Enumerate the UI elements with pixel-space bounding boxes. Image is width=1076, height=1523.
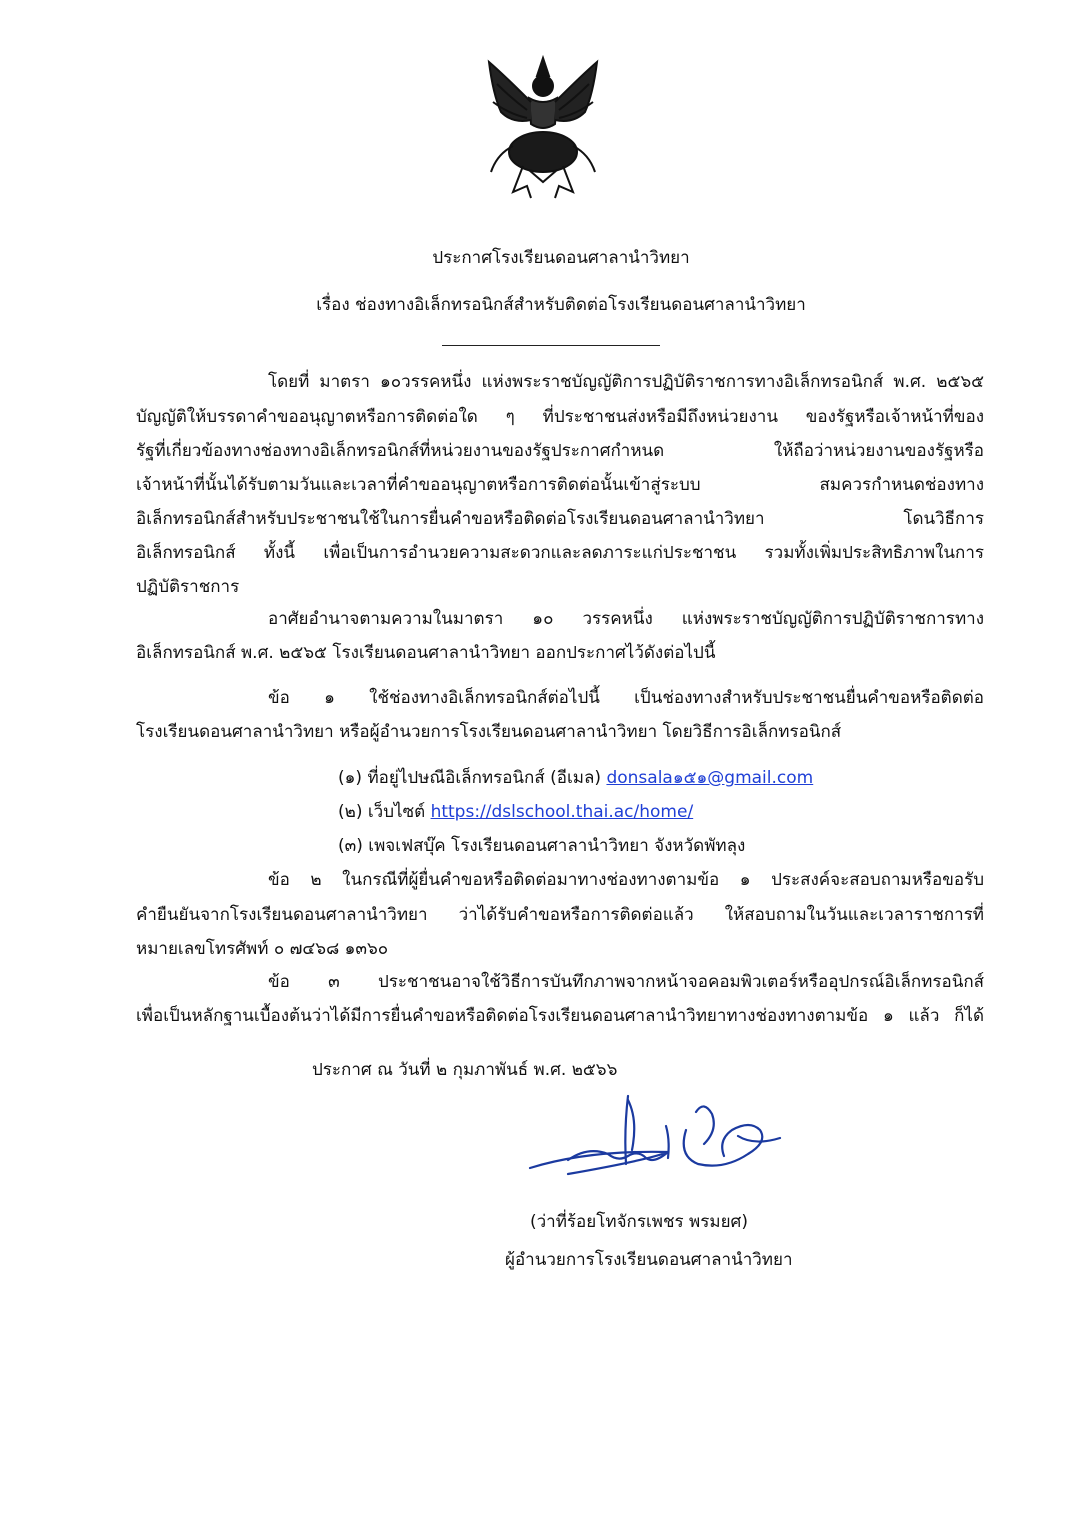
paragraph-line: เพื่อเป็นหลักฐานเบื้องต้นว่าได้มีการยื่นคำขอหรือติดต่อโรงเรียนดอนศาลานำวิทยาทางช่องทางตามข้อ ๑ แล้ว ก็ได้ — [136, 1006, 984, 1026]
channel-email-label: (๑) ที่อยู่ไปษณีอิเล็กทรอนิกส์ (อีเมล) — [338, 768, 607, 788]
channel-website-label: (๒) เว็บไซต์ — [338, 802, 431, 822]
paragraph-line: อิเล็กทรอนิกส์ ทั้งนี้ เพื่อเป็นการอำนวยความสะดวกและลดภาระแก่ประชาชน รวมทั้งเพิ่มประสิทธิภาพในการ — [136, 543, 984, 563]
website-link[interactable]: https://dslschool.thai.ac/home/ — [430, 802, 694, 822]
email-link[interactable]: donsala๑๕๑@gmail.com — [606, 768, 814, 788]
paragraph-line: ข้อ ๑ ใช้ช่องทางอิเล็กทรอนิกส์ต่อไปนี้ เป็นช่องทางสำหรับประชาชนยื่นคำขอหรือติดต่อ — [268, 688, 984, 708]
channel-website — [338, 800, 693, 824]
paragraph-line: คำยืนยันจากโรงเรียนดอนศาลานำวิทยา ว่าได้รับคำขอหรือการติดต่อแล้ว ให้สอบถามในวันและเวลาราชการที่ — [136, 905, 984, 925]
signer-name: (ว่าที่ร้อยโทจักรเพชร พรมยศ) — [530, 1212, 748, 1232]
announcement-date: ประกาศ ณ วันที่ ๒ กุมภาพันธ์ พ.ศ. ๒๕๖๖ — [312, 1060, 618, 1080]
paragraph-line: เจ้าหน้าที่นั้นได้รับตามวันและเวลาที่คำขออนุญาตหรือการติดต่อนั้นเข้าสู่ระบบ สมควรกำหนดช่องทาง — [136, 475, 984, 495]
signer-position: ผู้อำนวยการโรงเรียนดอนศาลานำวิทยา — [505, 1250, 793, 1270]
paragraph-line: ข้อ ๓ ประชาชนอาจใช้วิธีการบันทึกภาพจากหน้าจอคอมพิวเตอร์หรืออุปกรณ์อิเล็กทรอนิกส์ — [268, 972, 984, 992]
channel-email — [338, 766, 813, 790]
title-divider — [442, 345, 660, 346]
paragraph-line: อาศัยอำนาจตามความในมาตรา ๑๐ วรรคหนึ่ง แห่งพระราชบัญญัติการปฏิบัติราชการทาง — [268, 609, 984, 629]
channel-facebook: (๓) เพจเฟสบุ๊ค โรงเรียนดอนศาลานำวิทยา จังหวัดพัทลุง — [338, 836, 746, 856]
paragraph-line: ปฏิบัติราชการ — [136, 577, 240, 597]
announcement-title: ประกาศโรงเรียนดอนศาลานำวิทยา — [432, 248, 690, 268]
paragraph-line: โรงเรียนดอนศาลานำวิทยา หรือผู้อำนวยการโรงเรียนดอนศาลานำวิทยา โดยวิธีการอิเล็กทรอนิกส์ — [136, 722, 842, 742]
paragraph-line: บัญญัติให้บรรดาคำขออนุญาตหรือการติดต่อใด ๆ ที่ประชาชนส่งหรือมีถึงหน่วยงาน ของรัฐหรือเจ้าหน้าที่ของ — [136, 407, 984, 427]
paragraph-line: หมายเลขโทรศัพท์ ๐ ๗๔๖๘ ๑๓๖๐ — [136, 939, 389, 959]
garuda-emblem-icon — [483, 54, 603, 202]
paragraph-line: รัฐที่เกี่ยวข้องทางช่องทางอิเล็กทรอนิกส์ที่หน่วยงานของรัฐประกาศกำหนด ให้ถือว่าหน่วยงานของรัฐหรือ — [136, 441, 984, 461]
paragraph-line: อิเล็กทรอนิกส์ พ.ศ. ๒๕๖๕ โรงเรียนดอนศาลานำวิทยา ออกประกาศไว้ดังต่อไปนี้ — [136, 643, 716, 663]
paragraph-line: อิเล็กทรอนิกส์สำหรับประชาชนใช้ในการยื่นคำขอหรือติดต่อโรงเรียนดอนศาลานำวิทยา โดนวิธีการ — [136, 509, 984, 529]
paragraph-line: ข้อ ๒ ในกรณีที่ผู้ยื่นคำขอหรือติดต่อมาทางช่องทางตามข้อ ๑ ประสงค์จะสอบถามหรือขอรับ — [268, 870, 984, 890]
signature-icon — [528, 1090, 790, 1190]
paragraph-line: โดยที่ มาตรา ๑๐วรรคหนึ่ง แห่งพระราชบัญญัติการปฏิบัติราชการทางอิเล็กทรอนิกส์ พ.ศ. ๒๕๖๕ — [268, 372, 984, 392]
announcement-subject: เรื่อง ช่องทางอิเล็กทรอนิกส์สำหรับติดต่อโรงเรียนดอนศาลานำวิทยา — [316, 295, 806, 315]
